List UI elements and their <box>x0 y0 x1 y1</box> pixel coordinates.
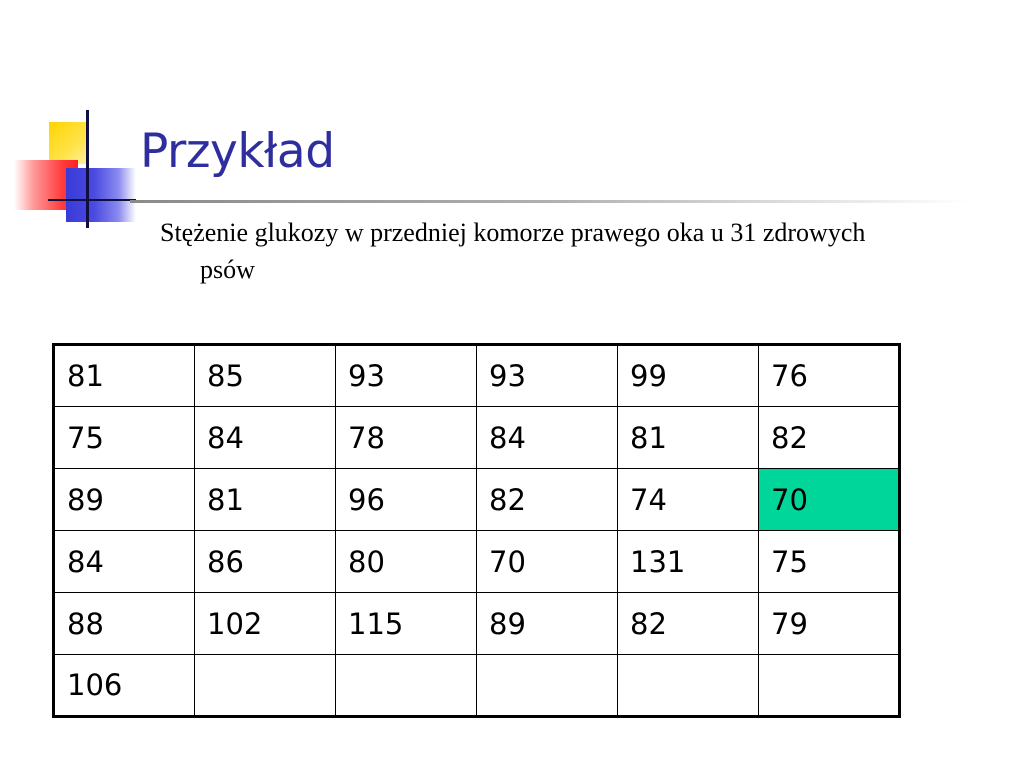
table-row <box>54 655 900 717</box>
slide-subtitle: Stężenie glukozy w przedniej komorze prawego oka u 31 zdrowych psów <box>160 218 866 284</box>
table-cell: 81 <box>618 407 759 469</box>
table-cell: 85 <box>195 345 336 407</box>
table-cell: 84 <box>54 531 195 593</box>
table-cell: 102 <box>195 593 336 655</box>
table-cell: 89 <box>477 593 618 655</box>
table-cell: 79 <box>759 593 900 655</box>
table-cell: 70 <box>477 531 618 593</box>
table-cell: 76 <box>759 345 900 407</box>
logo-vertical-line <box>86 110 89 228</box>
table-cell <box>195 655 336 717</box>
table-row <box>54 345 900 407</box>
table-cell: 93 <box>336 345 477 407</box>
table-row <box>54 469 900 531</box>
highlighted-table-cell: 70 <box>759 469 900 531</box>
table-cell: 93 <box>477 345 618 407</box>
table-cell <box>618 655 759 717</box>
table-cell: 106 <box>54 655 195 717</box>
table-cell: 75 <box>54 407 195 469</box>
table-cell: 80 <box>336 531 477 593</box>
table-cell: 82 <box>477 469 618 531</box>
table-cell <box>759 655 900 717</box>
table-cell: 78 <box>336 407 477 469</box>
yellow-square <box>49 122 89 164</box>
table-cell: 96 <box>336 469 477 531</box>
table-cell: 89 <box>54 469 195 531</box>
glucose-data-table <box>52 343 901 718</box>
table-cell: 131 <box>618 531 759 593</box>
table-cell: 74 <box>618 469 759 531</box>
table-row <box>54 407 900 469</box>
table-cell: 86 <box>195 531 336 593</box>
table-row <box>54 593 900 655</box>
decorative-logo <box>0 0 150 240</box>
table-cell: 81 <box>54 345 195 407</box>
table-cell: 84 <box>477 407 618 469</box>
table-row <box>54 531 900 593</box>
slide-title: Przykład <box>140 124 335 179</box>
table-cell <box>336 655 477 717</box>
table-cell <box>477 655 618 717</box>
table-cell: 88 <box>54 593 195 655</box>
table-cell: 82 <box>618 593 759 655</box>
blue-square <box>66 168 136 222</box>
table-cell: 115 <box>336 593 477 655</box>
table-cell: 99 <box>618 345 759 407</box>
logo-horizontal-line <box>48 199 136 201</box>
title-divider <box>130 200 970 203</box>
table-cell: 84 <box>195 407 336 469</box>
table-cell: 75 <box>759 531 900 593</box>
table-cell: 82 <box>759 407 900 469</box>
table-cell: 81 <box>195 469 336 531</box>
